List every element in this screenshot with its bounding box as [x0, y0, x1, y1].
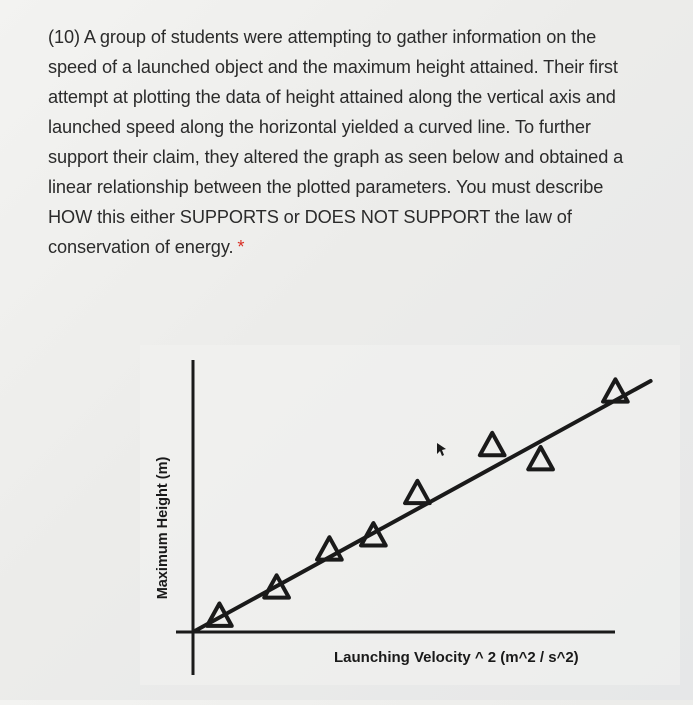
question-line-5: support their claim, they altered the graph as seen below and obtained a	[48, 147, 624, 167]
question-line-7: HOW this either SUPPORTS or DOES NOT SUPPORT the law of	[48, 207, 572, 227]
question-line-6: linear relationship between the plotted parameters. You must describe	[48, 177, 604, 197]
x-axis-label: Launching Velocity ^ 2 (m^2 / s^2)	[334, 649, 579, 666]
question-line-4: launched speed along the horizontal yielded a curved line. To further	[48, 117, 591, 137]
y-axis-label: Maximum Height (m)	[155, 456, 171, 600]
question-line-8-text: conservation of energy.	[48, 237, 234, 257]
question-line-2: speed of a launched object and the maximum height attained. Their first	[48, 57, 618, 77]
question-line-3: attempt at plotting the data of height attained along the vertical axis and	[48, 87, 616, 107]
required-marker: *	[237, 237, 245, 257]
question-line-1: (10) A group of students were attempting to gather information on the	[48, 27, 597, 47]
